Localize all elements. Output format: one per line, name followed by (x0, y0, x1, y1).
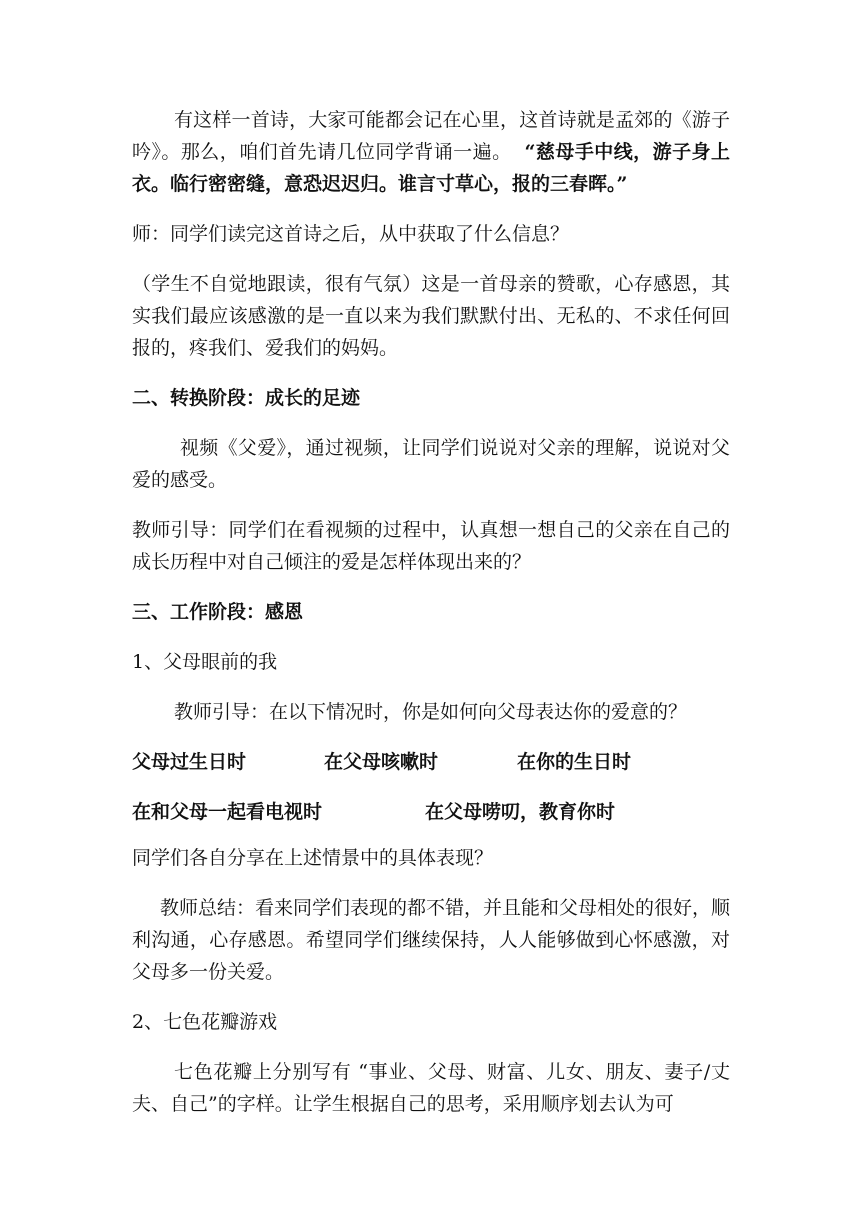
situation-item: 父母过生日时 (132, 751, 247, 773)
situation-item: 在和父母一起看电视时 (132, 801, 323, 823)
situations-row-1 (132, 746, 730, 778)
situations-row-2 (132, 796, 730, 828)
video-paragraph: 视频《父爱》，通过视频，让同学们说说对父亲的理解，说说对父爱的感受。 (132, 437, 730, 491)
teacher-guide-question: 教师引导：在以下情况时，你是如何向父母表达你的爱意的？ (174, 701, 688, 723)
situation-item: 在父母咳嗽时 (324, 751, 439, 773)
subheading-1: 1、父母眼前的我 (132, 651, 278, 673)
teacher-summary: 教师总结：看来同学们表现的都不错，并且能和父母相处的很好，顺利沟通，心存感恩。希望同学们继续保持，人人能够做到心怀感激，对父母多一份关爱。 (132, 897, 731, 983)
petal-game-paragraph: 七色花瓣上分别写有 “事业、父母、财富、儿女、朋友、妻子/丈夫、自己”的字样。让学生根据自己的思考，采用顺序划去认为可 (132, 1061, 730, 1115)
section-heading-2: 二、转换阶段：成长的足迹 (132, 387, 361, 409)
teacher-question: 师：同学们读完这首诗之后，从中获取了什么信息？ (132, 223, 570, 245)
intro-paragraph (132, 104, 730, 200)
student-response: （学生不自觉地跟读，很有气氛）这是一首母亲的赞歌，心存感恩，其实我们最应该感激的是一直以来为我们默默付出、无私的、不求任何回报的，疼我们、爱我们的妈妈。 (132, 273, 730, 359)
subheading-2: 2、七色花瓣游戏 (132, 1011, 278, 1033)
poem-quote: “慈母手中线，游子身上衣。临行密密缝，意恐迟迟归。谁言寸草心，报的三春晖。” (132, 141, 730, 195)
intro-text: 有这样一首诗，大家可能都会记在心里，这首诗就是孟郊的《游子吟》。那么，咱们首先请几位同学背诵一遍。 (132, 109, 730, 163)
situation-item: 在父母唠叨，教育你时 (425, 801, 616, 823)
document-page (132, 104, 730, 1120)
share-prompt: 同学们各自分享在上述情景中的具体表现？ (132, 847, 494, 869)
teacher-guide-paragraph: 教师引导：同学们在看视频的过程中，认真想一想自己的父亲在自己的成长历程中对自己倾注的爱是怎样体现出来的？ (132, 519, 730, 573)
situation-item: 在你的生日时 (517, 751, 632, 773)
section-heading-3: 三、工作阶段：感恩 (132, 601, 304, 623)
